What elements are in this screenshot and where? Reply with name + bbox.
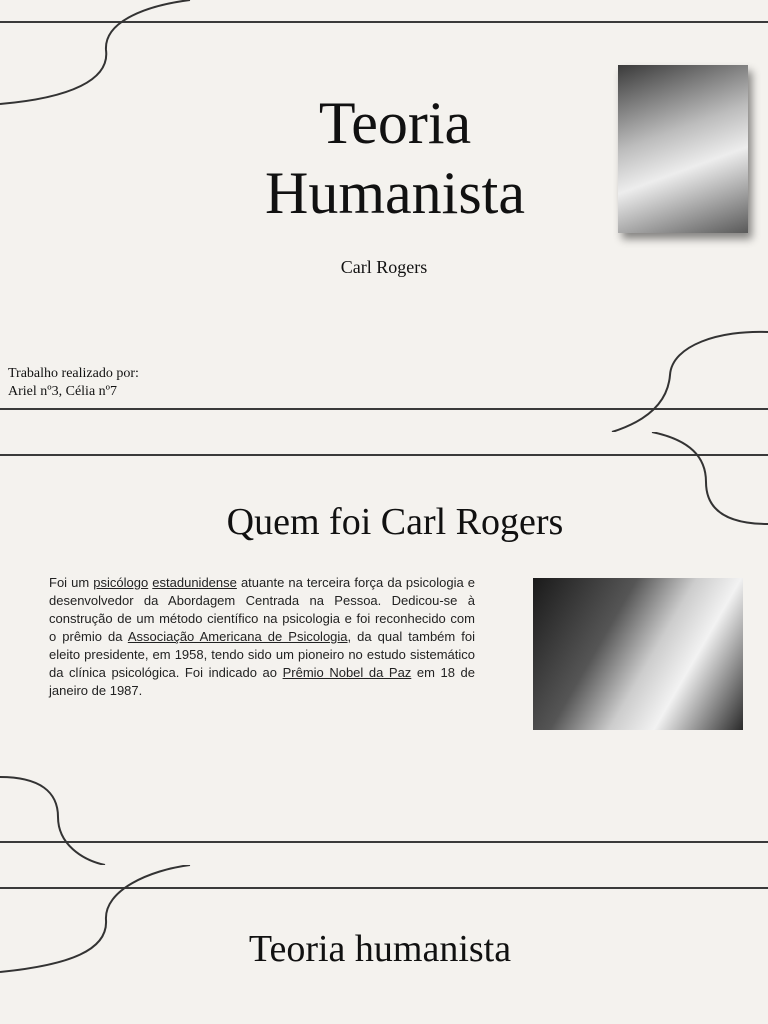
bottom-rule [0, 408, 768, 410]
page-title [200, 88, 590, 228]
link-estadunidense[interactable]: estadunidense [152, 575, 237, 590]
carl-rogers-photo [533, 578, 743, 730]
text-run: , da qual também foi eleito presidente, em 1958, tendo sido um pioneiro no estudo sistemático da clínica psicológica. Foi indicado ao [49, 629, 475, 680]
carl-rogers-portrait [618, 65, 748, 233]
top-rule [0, 21, 768, 23]
title-line-1: Teoria [318, 90, 472, 156]
credit-line-2: Ariel nº3, Célia nº7 [8, 384, 117, 399]
text-run: Foi um [49, 575, 94, 590]
link-psicologo[interactable]: psicólogo [93, 575, 149, 590]
section-title: Quem foi Carl Rogers [226, 501, 564, 543]
section-title: Teoria humanista [248, 928, 512, 970]
slide-title [0, 0, 768, 432]
slide-theory [0, 865, 768, 1024]
biography-paragraph [49, 574, 475, 700]
credit-line-1: Trabalho realizado por: [8, 366, 139, 381]
top-rule [0, 887, 768, 889]
text-run: atuante na terceira força da psicologia e desenvolvedor da Abordagem Centrada na Pessoa. Dedicou-se à construção de um método científico na psicologia e foi reconhecido com o prêmio da [49, 575, 475, 644]
slide-biography [0, 432, 768, 865]
text-run: em 18 de janeiro de 1987. [49, 665, 475, 698]
credit-block [8, 365, 139, 401]
subtitle: Carl Rogers [340, 257, 428, 277]
title-line-2: Humanista [265, 160, 525, 226]
bottom-rule [0, 841, 768, 843]
link-nobel[interactable]: Prêmio Nobel da Paz [282, 665, 412, 680]
top-rule [0, 454, 768, 456]
link-associacao[interactable]: Associação Americana de Psicologia [127, 629, 348, 644]
